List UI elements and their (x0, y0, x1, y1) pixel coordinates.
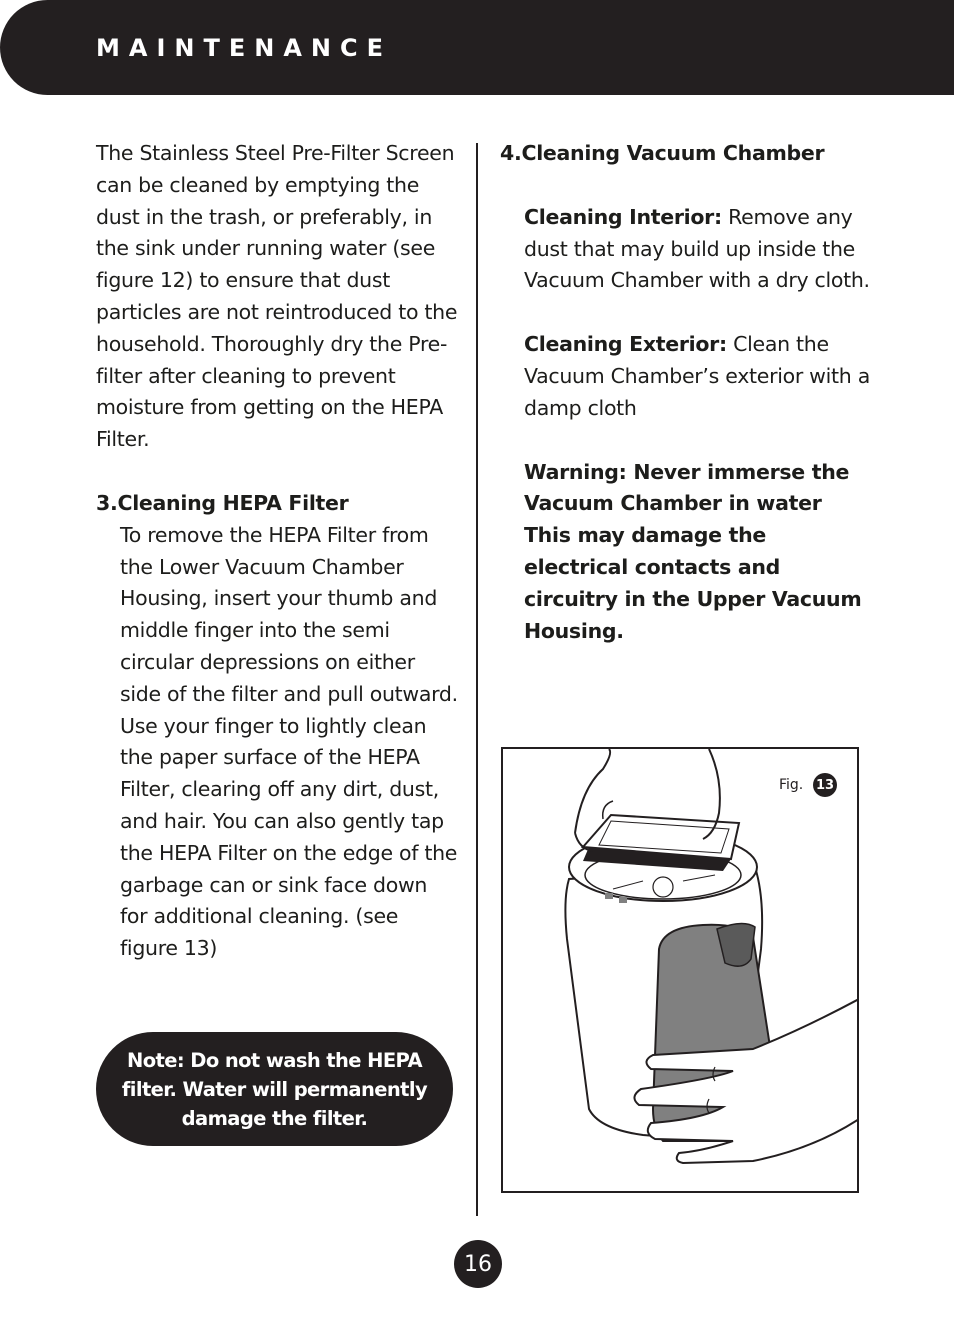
cleaning-exterior-paragraph (500, 329, 870, 424)
cleaning-exterior-label: Cleaning Exterior: (524, 332, 727, 357)
cleaning-interior-paragraph (500, 202, 870, 297)
warning-text: Warning: Never immerse the Vacuum Chamber in water This may damage the electrical contacts and circuitry in the Upper Vacuum Housing. (524, 459, 862, 643)
right-column (500, 138, 870, 647)
page-title: MAINTENANCE (96, 34, 392, 62)
left-column (96, 138, 458, 965)
section-4-heading: 4.Cleaning Vacuum Chamber (500, 141, 825, 165)
column-divider (476, 143, 478, 1216)
note-text: Note: Do not wash the HEPA filter. Water will permanently damage the filter. (121, 1048, 428, 1130)
page-number: 16 (454, 1240, 502, 1288)
figure-13 (501, 747, 859, 1193)
section-3-body: To remove the HEPA Filter from the Lower Vacuum Chamber Housing, insert your thumb and middle finger into the semi circular depressions on either side of the filter and pull outward. Use your finger to lightly clean the paper surface of the HEPA Filter, clearing off any dirt, dust, and hair. You can also gently tap the HEPA Filter on the edge of the garbage can or sink face down for additional cleaning. (see figure 13) (120, 522, 458, 961)
cleaning-interior-label: Cleaning Interior: (524, 204, 722, 229)
note-callout (96, 1032, 453, 1146)
header-bar (0, 0, 954, 95)
hepa-filter-illustration (503, 749, 859, 1193)
cleaning-exterior-text: Clean the Vacuum Chamber’s exterior with a damp cloth (524, 332, 870, 420)
figure-label: Fig. (779, 777, 804, 793)
figure-number-badge: 13 (813, 773, 837, 797)
pre-filter-paragraph: The Stainless Steel Pre-Filter Screen can be cleaned by emptying the dust in the trash, or preferably, in the sink under running water (see figure 12) to ensure that dust particles are not reintroduced to the household. Thoroughly dry the Pre-filter after cleaning to prevent moisture from getting on the HEPA Filter. (96, 141, 458, 452)
section-3-heading: 3.Cleaning HEPA Filter (96, 490, 349, 515)
cleaning-interior-text: Remove any dust that may build up inside the Vacuum Chamber with a dry cloth. (524, 204, 870, 293)
